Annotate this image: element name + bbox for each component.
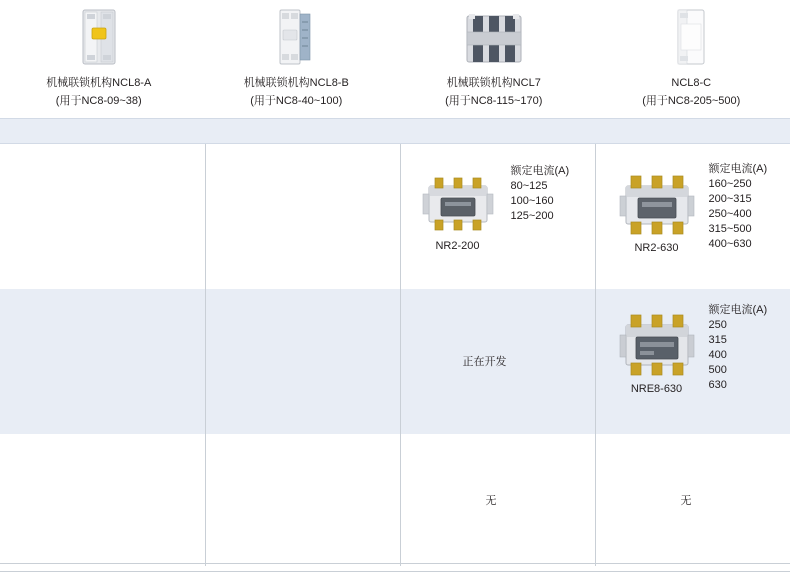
product-applies: (用于NC8-115~170) <box>445 95 543 107</box>
spec-value: 400 <box>708 349 727 361</box>
table-cell-empty <box>0 434 205 566</box>
table-cell-in-development <box>400 289 595 434</box>
table-cell-nr2-630 <box>595 144 790 289</box>
spec-table <box>0 144 790 566</box>
interlock-module-ncl8-b-icon <box>276 6 316 66</box>
product-label: NRE8-630 <box>630 383 683 395</box>
spec-value: 250~400 <box>708 208 752 220</box>
status-text: 无 <box>485 495 497 507</box>
section-divider-banner <box>0 118 790 144</box>
product-nr2-630 <box>618 172 696 254</box>
table-cell-empty <box>0 289 205 434</box>
spec-title: 额定电流(A) <box>708 304 768 316</box>
status-text: 无 <box>680 495 692 507</box>
spec-list-nre8-630 <box>709 303 768 393</box>
top-product-row <box>0 0 790 118</box>
table-row <box>0 434 790 566</box>
spec-value: 630 <box>708 379 727 391</box>
spec-value: 160~250 <box>708 178 752 190</box>
spec-title: 额定电流(A) <box>510 165 570 177</box>
table-cell-none <box>400 434 595 566</box>
table-cell-empty <box>205 144 400 289</box>
status-text: 正在开发 <box>462 356 507 368</box>
spec-value: 500 <box>708 364 727 376</box>
interlock-module-ncl8-a-image <box>77 8 121 66</box>
spec-list-nr2-630 <box>709 162 768 252</box>
top-product-item <box>395 0 593 118</box>
footer-rule-bottom <box>0 571 790 572</box>
spec-value: 100~160 <box>510 195 554 207</box>
product-name: 机械联锁机构NCL8-A <box>46 77 152 89</box>
interlock-module-ncl8-c-image <box>672 8 710 66</box>
footer-rule-top <box>0 563 790 564</box>
spec-value: 315~500 <box>708 223 752 235</box>
table-cell-empty <box>205 289 400 434</box>
spec-value: 315 <box>708 334 727 346</box>
table-cell-nr2-200 <box>400 144 595 289</box>
top-product-item <box>198 0 396 118</box>
product-label: NR2-630 <box>634 242 679 254</box>
contactor-nr2-630-icon <box>618 172 696 238</box>
product-nr2-200 <box>421 174 495 252</box>
interlock-module-ncl8-c-icon <box>672 6 710 66</box>
spec-title: 额定电流(A) <box>708 163 768 175</box>
table-cell-empty <box>205 434 400 566</box>
product-nre8-630 <box>618 311 696 395</box>
spec-value: 400~630 <box>708 238 752 250</box>
top-product-item <box>593 0 790 118</box>
product-label: NR2-200 <box>435 240 480 252</box>
spec-value: 125~200 <box>510 210 554 222</box>
spec-value: 250 <box>708 319 727 331</box>
contactor-nr2-200-icon <box>421 174 495 236</box>
interlock-module-ncl8-a-icon <box>77 6 121 66</box>
relay-nre8-630-icon <box>618 311 696 379</box>
interlock-module-ncl7-image <box>465 12 523 66</box>
product-name: NCL8-C <box>671 77 712 89</box>
table-cell-none <box>595 434 790 566</box>
top-product-item <box>0 0 198 118</box>
product-applies: (用于NC8-09~38) <box>55 95 142 107</box>
product-applies: (用于NC8-205~500) <box>642 95 741 107</box>
spec-list-nr2-200 <box>511 164 570 224</box>
table-cell-nre8-630 <box>595 289 790 434</box>
product-applies: (用于NC8-40~100) <box>250 95 343 107</box>
interlock-module-ncl8-b-image <box>276 8 316 66</box>
table-row <box>0 144 790 289</box>
table-row <box>0 289 790 434</box>
spec-value: 80~125 <box>510 180 548 192</box>
interlock-module-ncl7-icon <box>465 6 523 66</box>
table-cell-empty <box>0 144 205 289</box>
spec-value: 200~315 <box>708 193 752 205</box>
product-name: 机械联锁机构NCL7 <box>446 77 541 89</box>
product-name: 机械联锁机构NCL8-B <box>243 77 349 89</box>
